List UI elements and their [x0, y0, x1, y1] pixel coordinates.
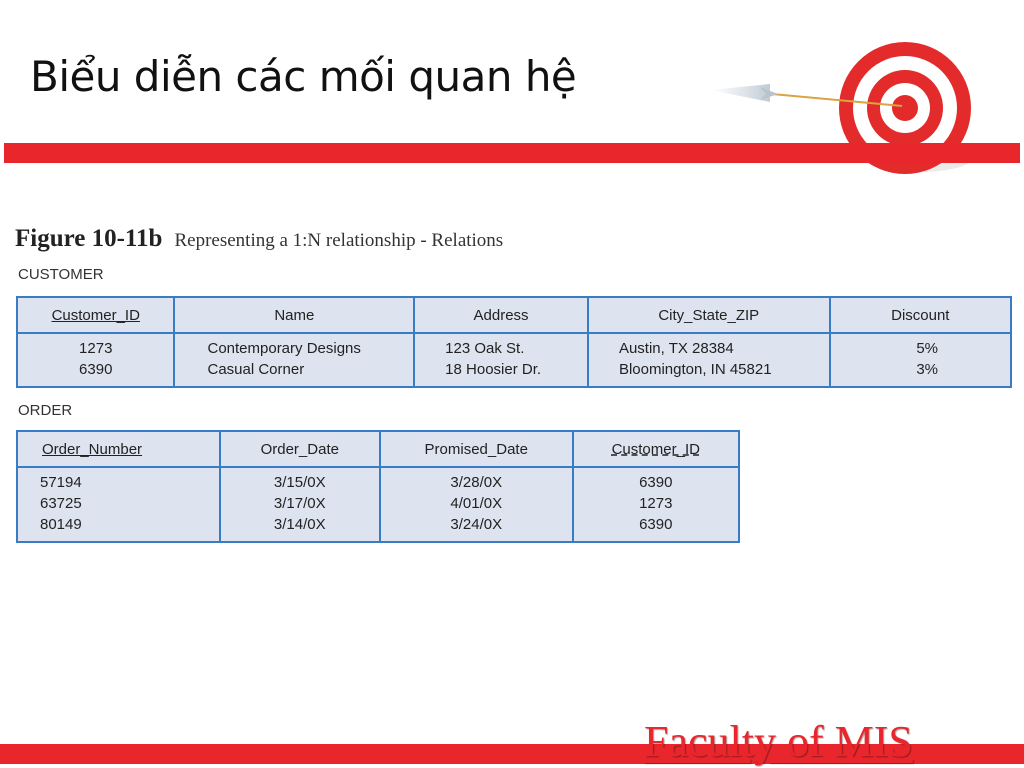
- customer-id-cell: [573, 467, 739, 542]
- cell-value: 3/17/0X: [273, 495, 326, 512]
- column-header: Order_Date: [220, 431, 380, 467]
- cell-value: 4/01/0X: [450, 495, 503, 512]
- cell-value: 57194: [40, 474, 82, 491]
- cell-value: Bloomington, IN 45821: [618, 361, 772, 378]
- column-header: Address: [414, 297, 588, 333]
- cell-value: 1273: [639, 495, 673, 512]
- top-accent-bar: [4, 143, 1020, 163]
- target-arrow-icon: [700, 40, 980, 190]
- cell-value: 5%: [916, 340, 938, 357]
- address-cell: [414, 333, 588, 387]
- table-body-row: [17, 467, 739, 542]
- cell-value: 18 Hoosier Dr.: [445, 361, 542, 378]
- cell-value: 3%: [916, 361, 938, 378]
- cell-value: 6390: [639, 516, 673, 533]
- footer-faculty-label: Faculty of MIS: [644, 717, 913, 766]
- figure-caption-text: Representing a 1:N relationship - Relations: [174, 230, 504, 251]
- cell-value: 3/14/0X: [273, 516, 326, 533]
- column-header: City_State_ZIP: [588, 297, 830, 333]
- order-number-cell: [17, 467, 220, 542]
- column-header: Order_Number: [17, 431, 220, 467]
- table-header-row: [17, 431, 739, 467]
- cell-value: Austin, TX 28384: [618, 340, 734, 357]
- column-header: Customer_ID: [573, 431, 739, 467]
- cell-value: 1273: [79, 340, 113, 357]
- city-state-zip-cell: [588, 333, 830, 387]
- cell-value: Casual Corner: [207, 361, 305, 378]
- column-header: Promised_Date: [380, 431, 573, 467]
- column-header: Discount: [830, 297, 1011, 333]
- cell-value: 3/28/0X: [450, 474, 503, 491]
- cell-value: Contemporary Designs: [207, 340, 361, 357]
- order-relation-name: ORDER: [18, 402, 73, 419]
- cell-value: 63725: [40, 495, 82, 512]
- customer-id-cell: [17, 333, 174, 387]
- column-header: Name: [174, 297, 414, 333]
- figure-caption: [15, 225, 503, 253]
- customer-table: [16, 296, 1012, 388]
- column-header: Customer_ID: [17, 297, 174, 333]
- name-cell: [174, 333, 414, 387]
- order-table: [16, 430, 740, 543]
- order-date-cell: [220, 467, 380, 542]
- promised-date-cell: [380, 467, 573, 542]
- cell-value: 80149: [40, 516, 82, 533]
- customer-relation-name: CUSTOMER: [18, 266, 104, 283]
- slide-title: Biểu diễn các mối quan hệ: [30, 52, 577, 101]
- cell-value: 123 Oak St.: [445, 340, 525, 357]
- discount-cell: [830, 333, 1011, 387]
- cell-value: 3/15/0X: [273, 474, 326, 491]
- cell-value: 6390: [79, 361, 113, 378]
- table-header-row: [17, 297, 1011, 333]
- cell-value: 6390: [639, 474, 673, 491]
- table-body-row: [17, 333, 1011, 387]
- cell-value: 3/24/0X: [450, 516, 503, 533]
- figure-label: Figure 10-11b: [15, 225, 163, 252]
